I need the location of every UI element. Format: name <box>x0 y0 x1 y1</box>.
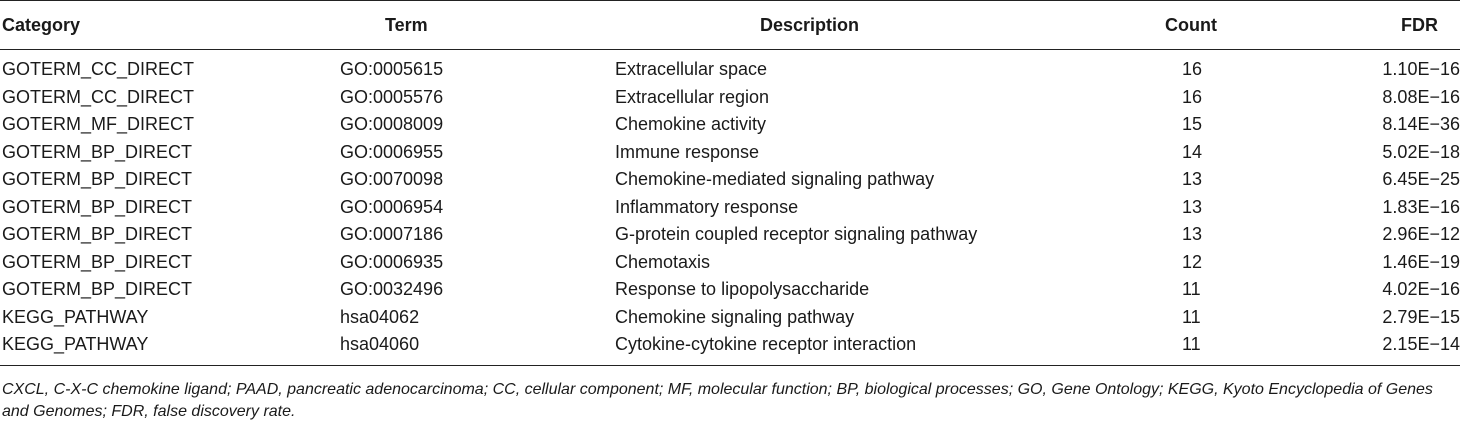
cell-count: 15 <box>1182 114 1203 135</box>
cell-count: 16 <box>1182 86 1203 107</box>
table-row <box>0 249 1460 277</box>
header-description: Description <box>760 14 860 35</box>
cell-term: GO:0005576 <box>340 86 444 107</box>
cell-count: 13 <box>1182 224 1203 245</box>
table-row <box>0 139 1460 167</box>
cell-term: GO:0006954 <box>340 196 444 217</box>
table-row <box>0 166 1460 194</box>
cell-count: 11 <box>1182 279 1201 300</box>
header-term: Term <box>385 14 428 35</box>
cell-description: Inflammatory response <box>615 196 799 217</box>
table-body <box>0 50 1460 366</box>
table-row <box>0 194 1460 222</box>
cell-term: GO:0070098 <box>340 169 444 190</box>
table-row <box>0 50 1460 84</box>
cell-fdr: 4.02E−16 <box>1382 279 1460 300</box>
table-row <box>0 276 1460 304</box>
cell-category: GOTERM_BP_DIRECT <box>2 141 193 162</box>
cell-fdr: 6.45E−25 <box>1382 169 1460 190</box>
cell-count: 13 <box>1182 196 1203 217</box>
cell-description: Immune response <box>615 141 760 162</box>
cell-count: 12 <box>1182 251 1203 272</box>
cell-category: GOTERM_CC_DIRECT <box>2 86 195 107</box>
cell-description: Chemokine activity <box>615 114 767 135</box>
cell-term: GO:0006955 <box>340 141 444 162</box>
cell-description: Chemokine-mediated signaling pathway <box>615 169 935 190</box>
cell-term: GO:0032496 <box>340 279 444 300</box>
cell-category: GOTERM_BP_DIRECT <box>2 196 193 217</box>
header-row <box>0 1 1460 50</box>
cell-category: GOTERM_MF_DIRECT <box>2 114 195 135</box>
header-fdr: FDR <box>1401 14 1438 35</box>
cell-category: GOTERM_BP_DIRECT <box>2 279 193 300</box>
cell-fdr: 2.79E−15 <box>1382 306 1460 327</box>
cell-description: Cytokine-cytokine receptor interaction <box>615 334 917 355</box>
cell-fdr: 8.08E−16 <box>1382 86 1460 107</box>
cell-description: G-protein coupled receptor signaling pathway <box>615 224 978 245</box>
table-row <box>0 84 1460 112</box>
cell-fdr: 8.14E−36 <box>1382 114 1460 135</box>
cell-term: hsa04060 <box>340 334 420 355</box>
cell-term: GO:0007186 <box>340 224 444 245</box>
cell-count: 11 <box>1182 334 1201 355</box>
table-row <box>0 111 1460 139</box>
header-count: Count <box>1165 14 1217 35</box>
cell-category: GOTERM_BP_DIRECT <box>2 169 193 190</box>
cell-description: Response to lipopolysaccharide <box>615 279 870 300</box>
cell-description: Extracellular region <box>615 86 770 107</box>
cell-count: 16 <box>1182 59 1203 80</box>
cell-count: 13 <box>1182 169 1203 190</box>
header-category: Category <box>2 14 81 35</box>
cell-fdr: 2.96E−12 <box>1382 224 1460 245</box>
cell-category: KEGG_PATHWAY <box>2 334 149 355</box>
cell-fdr: 2.15E−14 <box>1382 334 1460 355</box>
table-row <box>0 331 1460 365</box>
cell-description: Chemokine signaling pathway <box>615 306 855 327</box>
cell-description: Extracellular space <box>615 59 768 80</box>
cell-category: GOTERM_BP_DIRECT <box>2 251 193 272</box>
table-footnote: CXCL, C-X-C chemokine ligand; PAAD, pancreatic adenocarcinoma; CC, cellular component; MF, molecular function; BP, biological processes; GO, Gene Ontology; KEGG, Kyoto Encyclopedia of Genes and Genomes; FDR, false discovery rate. <box>2 381 1433 420</box>
cell-term: GO:0008009 <box>340 114 444 135</box>
cell-term: GO:0006935 <box>340 251 444 272</box>
table-header <box>0 1 1460 50</box>
cell-category: GOTERM_BP_DIRECT <box>2 224 193 245</box>
table-row <box>0 304 1460 332</box>
cell-term: hsa04062 <box>340 306 420 327</box>
cell-fdr: 1.83E−16 <box>1382 196 1460 217</box>
cell-category: GOTERM_CC_DIRECT <box>2 59 195 80</box>
cell-fdr: 1.10E−16 <box>1382 59 1460 80</box>
cell-fdr: 5.02E−18 <box>1382 141 1460 162</box>
cell-description: Chemotaxis <box>615 251 711 272</box>
cell-fdr: 1.46E−19 <box>1382 251 1460 272</box>
cell-term: GO:0005615 <box>340 59 444 80</box>
table-row <box>0 221 1460 249</box>
cell-count: 11 <box>1182 306 1201 327</box>
cell-category: KEGG_PATHWAY <box>2 306 149 327</box>
cell-count: 14 <box>1182 141 1203 162</box>
